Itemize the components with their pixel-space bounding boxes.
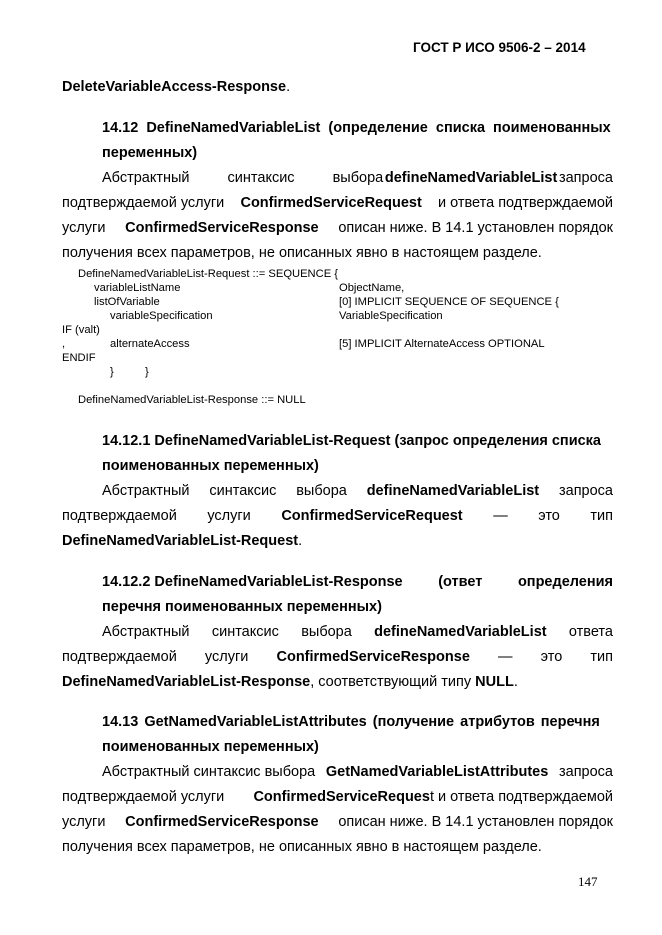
mixed-text — [253, 789, 613, 805]
asn-type: VariableSpecification — [339, 310, 443, 322]
text: запроса — [558, 170, 613, 186]
text: это — [538, 508, 560, 524]
type-name: ConfirmedServiceRequest — [281, 508, 463, 524]
paragraph-line — [102, 483, 613, 499]
punctuation: . — [286, 79, 291, 95]
heading-text: (ответ — [438, 574, 483, 590]
text: Абстрактный синтаксис выбора — [102, 170, 384, 186]
paragraph-line — [62, 533, 613, 549]
text: услуги — [62, 220, 106, 236]
text: запроса — [558, 764, 613, 780]
asn-brace: } — [110, 366, 114, 378]
paragraph-line — [62, 220, 613, 236]
choice-name: defineNamedVariableList — [384, 170, 558, 186]
text: Абстрактный синтаксис выбора — [102, 764, 316, 780]
paragraph-line — [62, 195, 613, 211]
section-14-12-2-heading — [102, 574, 613, 590]
paragraph-line — [62, 789, 613, 805]
type-name: ConfirmedServiceResponse — [125, 814, 319, 830]
text: подтверждаемой услуги — [62, 789, 225, 805]
asn-directive: IF (valt) — [62, 324, 100, 336]
section-14-12-2-heading-cont: перечня поименованных переменных) — [102, 599, 382, 615]
text: тип — [590, 649, 613, 665]
text: запроса — [558, 483, 613, 499]
text: описан ниже. В 14.1 установлен порядок — [338, 220, 613, 236]
type-name: ConfirmedServiceRequest — [240, 195, 422, 211]
section-14-12-heading-cont: переменных) — [102, 145, 198, 161]
section-14-13-heading: 14.13 GetNamedVariableListAttributes (получение атрибутов перечня — [102, 714, 600, 730]
heading-text: 14.12 DefineNamedVariableList (определение списка поименованных — [102, 120, 611, 136]
asn-type: ObjectName, — [339, 282, 405, 294]
text: подтверждаемой — [62, 649, 177, 665]
text: Абстрактный — [102, 483, 190, 499]
paragraph-line — [62, 674, 613, 690]
section-14-12-heading — [102, 120, 613, 136]
text: ответа — [568, 624, 613, 640]
asn-field: variableListName — [94, 282, 181, 294]
choice-name: GetNamedVariableListAttributes — [325, 764, 549, 780]
intro-line — [62, 79, 613, 95]
text: синтаксис — [211, 624, 279, 640]
paragraph-line: получения всех параметров, не описанных явно в настоящем разделе. — [62, 839, 542, 855]
text: выбора — [296, 483, 347, 499]
paragraph-line — [62, 814, 613, 830]
text: это — [540, 649, 563, 665]
text: описан ниже. В 14.1 установлен порядок — [338, 814, 613, 830]
asn-directive: ENDIF — [62, 352, 96, 364]
type-name: DefineNamedVariableList-Response — [62, 674, 311, 690]
paragraph-line — [62, 508, 613, 524]
text: , соответствующий типу — [310, 674, 476, 690]
type-name: DefineNamedVariableList-Request — [62, 533, 299, 549]
paragraph-line — [102, 764, 613, 780]
text: — — [493, 508, 508, 524]
type-name: ConfirmedServiceReques — [253, 789, 430, 805]
asn-line: DefineNamedVariableList-Request ::= SEQUENCE { — [78, 268, 339, 280]
text: синтаксис — [209, 483, 277, 499]
text: подтверждаемой услуги — [62, 195, 225, 211]
heading-text: определения — [517, 574, 613, 590]
text: тип — [590, 508, 613, 524]
text: услуги — [207, 508, 251, 524]
text: услуги — [62, 814, 106, 830]
text: и ответа подтверждаемой — [437, 195, 613, 211]
asn-field: variableSpecification — [110, 310, 213, 322]
asn-type: [0] IMPLICIT SEQUENCE OF SEQUENCE { — [339, 296, 559, 308]
page-number: 147 — [578, 874, 598, 889]
paragraph-line: получения всех параметров, не описанных явно в настоящем разделе. — [62, 245, 542, 261]
heading-text: 14.12.2 DefineNamedVariableList-Response — [102, 574, 403, 590]
paragraph-line — [102, 624, 613, 640]
asn-brace: } — [145, 366, 149, 378]
text: — — [498, 649, 513, 665]
document-header: ГОСТ Р ИСО 9506-2 – 2014 — [413, 40, 586, 55]
type-name: NULL — [475, 674, 514, 690]
type-name: ConfirmedServiceResponse — [276, 649, 470, 665]
type-name: ConfirmedServiceResponse — [125, 220, 319, 236]
paragraph-line — [62, 649, 613, 665]
section-14-12-1-heading: 14.12.1 DefineNamedVariableList-Request (запрос определения списка — [102, 433, 601, 449]
asn-field: listOfVariable — [94, 296, 160, 308]
asn-type: [5] IMPLICIT AlternateAccess OPTIONAL — [339, 338, 545, 350]
text: Абстрактный — [102, 624, 190, 640]
text: подтверждаемой — [62, 508, 177, 524]
asn-line: DefineNamedVariableList-Response ::= NULL — [78, 394, 306, 406]
asn-comma: , — [62, 338, 66, 350]
section-14-13-heading-cont: поименованных переменных) — [102, 739, 319, 755]
choice-name: defineNamedVariableList — [366, 483, 540, 499]
punctuation: . — [298, 533, 303, 549]
type-name: DeleteVariableAccess-Response — [62, 79, 287, 95]
text: t и ответа подтверждаемой — [429, 789, 613, 805]
paragraph-line — [102, 170, 613, 186]
punctuation: . — [513, 674, 518, 690]
text: услуги — [204, 649, 249, 665]
choice-name: defineNamedVariableList — [374, 624, 547, 640]
section-14-12-1-heading-cont: поименованных переменных) — [102, 458, 319, 474]
text: выбора — [301, 624, 352, 640]
asn-field: alternateAccess — [110, 338, 190, 350]
